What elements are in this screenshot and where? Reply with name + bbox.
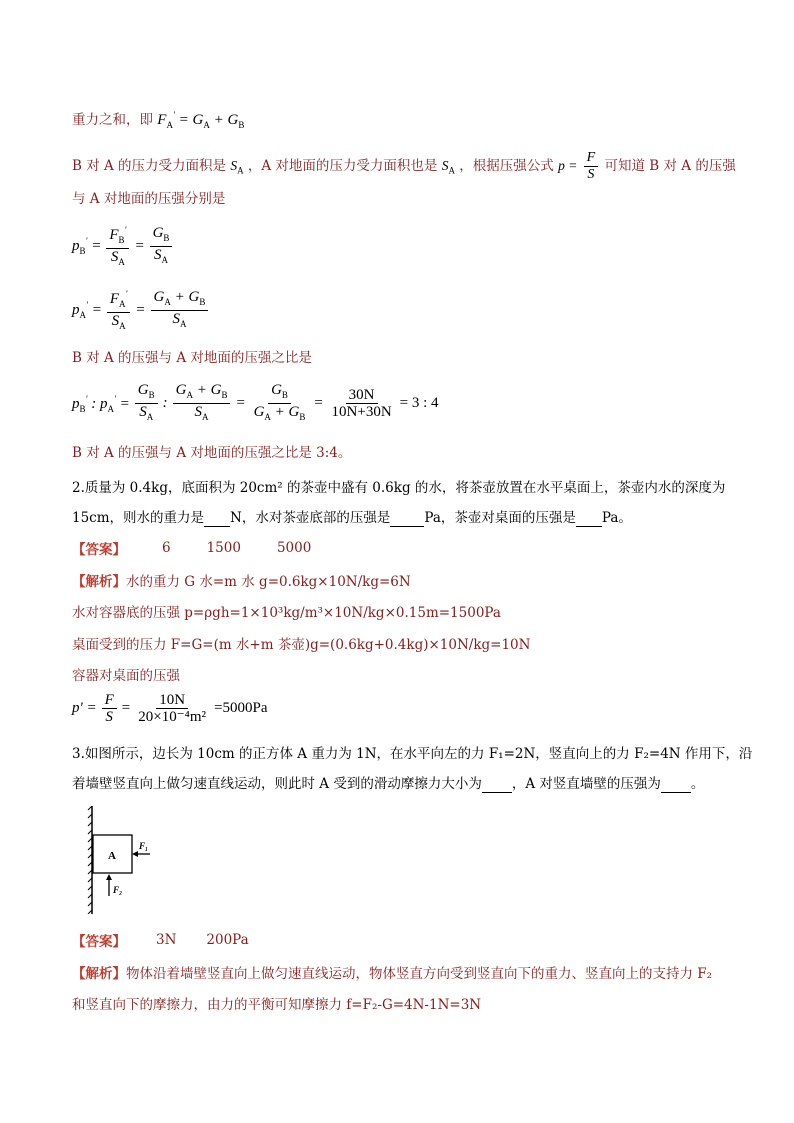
- pressure-intro-line: 与 A 对地面的压强分别是: [72, 191, 226, 207]
- answer-value: 6: [162, 540, 171, 556]
- analysis-label: 【解析】: [72, 574, 126, 590]
- analysis-label: 【解析】: [72, 966, 126, 982]
- f2-label: F₂: [113, 885, 123, 895]
- f-over-s-fraction: $\frac{F}{S}$: [584, 150, 599, 183]
- q2-analysis-1: [72, 570, 411, 590]
- ratio-intro-line: B 对 A 的压强与 A 对地面的压强之比是: [72, 350, 312, 366]
- text: N，水对茶壶底部的压强是: [230, 510, 391, 526]
- q3-analysis-1: [72, 962, 712, 982]
- answer-blank: [661, 776, 691, 793]
- text: B 对 A 的压力受力面积是: [72, 158, 227, 174]
- answer-value: 200Pa: [206, 932, 249, 948]
- q2-analysis-2: 水对容器底的压强 p=ρgh=1×10³kg/m³×10N/kg×0.15m=1500Pa: [72, 605, 501, 621]
- formula-numerator: 10N: [156, 692, 188, 709]
- formula-ratio: $p_B'$ : $p_A'$ = $\frac{G_B}{S_A}$ : $\frac{G_A + G_B}{S_A}$ = $\frac{G_B}{G_A + G_B}$ = $\frac{30N}{10N+30N}$ = 3 : 4: [72, 382, 439, 422]
- formula-tabletop-pressure: p' = $\frac{F}{S}$ = $\frac{10N}{\text{20×10⁻⁴m²}}$ =5000Pa: [72, 692, 268, 725]
- text: 着墙壁竖直向上做匀速直线运动，则此时 A 受到的滑动摩擦力大小为: [72, 776, 482, 792]
- formula-result: =5000Pa: [214, 700, 268, 716]
- text: 物体沿着墙壁竖直向上做匀速直线运动，物体竖直方向受到竖直向下的重力、竖直向上的支持力 F₂: [126, 966, 713, 982]
- text: ，A 对竖直墙壁的压强为: [511, 776, 661, 792]
- sa-symbol: $S_A$: [441, 158, 455, 176]
- formula-denominator: 20×10⁻⁴m²: [138, 709, 207, 725]
- text: Pa，茶壶对桌面的压强是: [424, 510, 576, 526]
- text: 可知道 B 对 A 的压强: [604, 158, 736, 174]
- answer-label: 【答案】: [72, 934, 126, 950]
- f1-label: F₁: [139, 841, 149, 851]
- text: 重力之和，即: [72, 112, 153, 128]
- answer-blank: [204, 510, 230, 527]
- q2-analysis-4: 容器对桌面的压强: [72, 668, 180, 684]
- ratio-denominator: 10N+30N: [331, 404, 392, 420]
- text: Pa。: [601, 510, 632, 526]
- q3-analysis-2: 和竖直向下的摩擦力，由力的平衡可知摩擦力 f=F₂-G=4N-1N=3N: [72, 997, 482, 1013]
- f2-arrowhead: [106, 874, 112, 880]
- answer-value: 1500: [206, 540, 241, 556]
- q3-line-2: [72, 772, 704, 793]
- answer-blank: [576, 510, 602, 527]
- q3-line-1: 3.如图所示，边长为 10cm 的正方体 A 重力为 1N，在水平向左的力 F₁=2N，竖直向上的力 F₂=4N 作用下，沿: [72, 746, 753, 762]
- text: ，根据压强公式: [459, 158, 554, 174]
- answer-value: 3N: [156, 932, 177, 948]
- ratio-numerator: 30N: [346, 387, 378, 404]
- answer-blank: [482, 776, 512, 793]
- text: 15cm，则水的重力是: [72, 510, 205, 526]
- f1-arrowhead: [132, 851, 138, 857]
- q3-answer-row: [72, 930, 249, 950]
- text: 。: [690, 776, 705, 792]
- wall-block-figure: [84, 806, 164, 914]
- sum-of-gravity-line: [72, 108, 244, 130]
- answer-label: 【答案】: [72, 542, 126, 558]
- answer-blank: [390, 510, 424, 527]
- ratio-result: = 3 : 4: [399, 395, 439, 411]
- text: ，A 对地面的压力受力面积也是: [247, 158, 438, 174]
- pressure-area-line: [72, 150, 736, 183]
- block-label: A: [108, 850, 116, 862]
- text: 水的重力 G 水=m 水 g=0.6kg×10N/kg=6N: [126, 574, 411, 590]
- formula-pb: $p_B'$ = $\frac{F_B'}{S_A}$ = $\frac{G_B}{S_A}$: [72, 222, 174, 270]
- q2-line-1: 2.质量为 0.4kg，底面积为 20cm² 的茶壶中盛有 0.6kg 的水，将茶壶放置在水平桌面上，茶壶内水的深度为: [72, 480, 726, 496]
- q2-line-2: [72, 506, 632, 527]
- q2-analysis-3: 桌面受到的压力 F=G=(m 水+m 茶壶)g=(0.6kg+0.4kg)×10N/kg=10N: [72, 637, 531, 653]
- answer-value: 5000: [276, 540, 312, 556]
- pressure-formula: p =: [558, 158, 578, 173]
- sa-symbol: $S_A$: [230, 158, 244, 176]
- q2-answer-row: [72, 538, 311, 558]
- formula-fa-equals: $F_A' = G_A + G_B$: [157, 110, 245, 130]
- ratio-conclusion: B 对 A 的压强与 A 对地面的压强之比是 3:4。: [72, 445, 352, 461]
- formula-pa: $p_A'$ = $\frac{F_A'}{S_A}$ = $\frac{G_A + G_B}{S_A}$: [72, 286, 210, 334]
